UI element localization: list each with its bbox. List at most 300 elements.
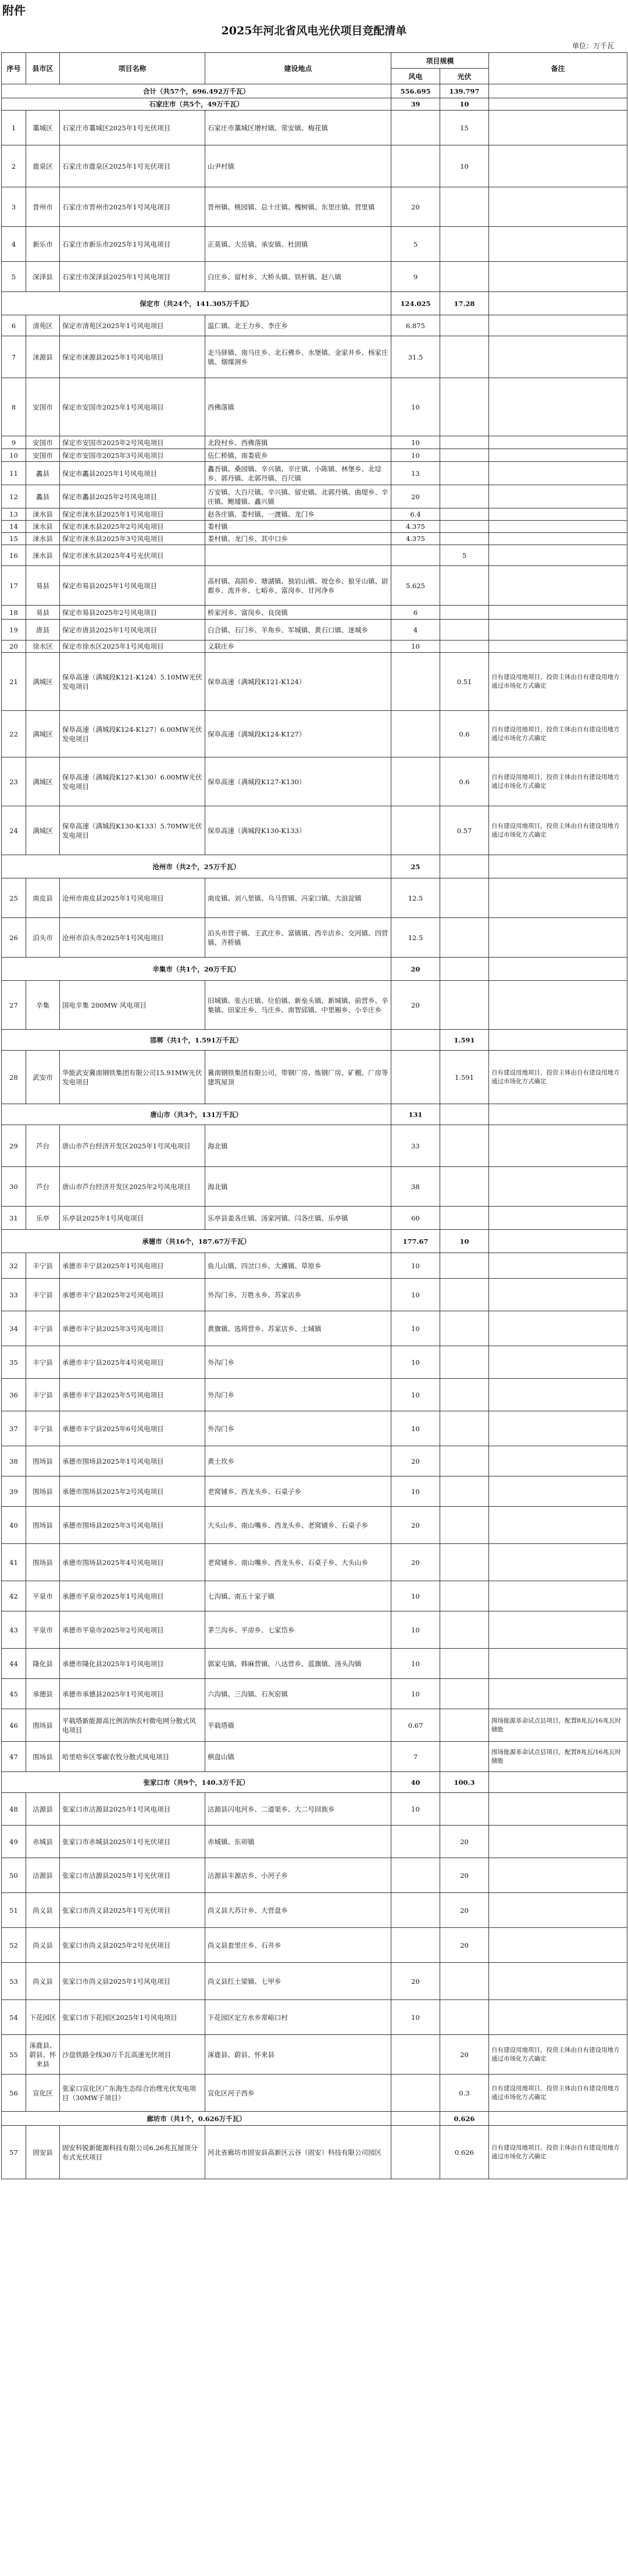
row-wind: 10 <box>391 449 440 462</box>
row-seq: 45 <box>2 1679 26 1709</box>
row-wind: 20 <box>391 1446 440 1476</box>
row-remark <box>489 1346 627 1379</box>
row-remark <box>489 462 627 485</box>
row-location: 黄土坎乡 <box>205 1446 391 1476</box>
table-row <box>2 1507 627 1544</box>
row-remark <box>489 1379 627 1411</box>
row-county: 涿鹿县、蔚县、怀来县 <box>26 2035 60 2075</box>
row-remark <box>489 1963 627 2000</box>
table-row <box>2 757 627 806</box>
row-county: 满城区 <box>26 806 60 855</box>
row-seq: 4 <box>2 227 26 262</box>
row-solar <box>440 620 489 641</box>
table-row <box>2 227 627 262</box>
row-location: 下花园区定方水乡常峪口村 <box>205 2000 391 2035</box>
row-solar <box>440 1611 489 1649</box>
row-wind: 10 <box>391 1679 440 1709</box>
table-row <box>2 1709 627 1742</box>
table-row <box>2 2035 627 2075</box>
region-remark <box>489 1104 627 1125</box>
row-wind: 5 <box>391 227 440 262</box>
region-wind: 20 <box>391 958 440 981</box>
row-seq: 23 <box>2 757 26 806</box>
row-solar <box>440 1207 489 1230</box>
region-row <box>2 1030 627 1051</box>
table-row <box>2 1311 627 1346</box>
region-remark <box>489 1772 627 1793</box>
row-seq: 30 <box>2 1167 26 1207</box>
row-remark <box>489 620 627 641</box>
row-remark: 自有建设用地项目，投资主体由自有建设用地方通过市场化方式确定 <box>489 1051 627 1104</box>
row-project: 保定市易县2025年1号风电项目 <box>60 566 205 606</box>
region-remark <box>489 1030 627 1051</box>
row-location: 义联庄乡 <box>205 641 391 653</box>
col-seq: 序号 <box>2 53 26 84</box>
table-row <box>2 1928 627 1963</box>
row-location: 北段村乡、西佛落镇 <box>205 436 391 449</box>
table-row <box>2 336 627 378</box>
region-row <box>2 958 627 981</box>
table-row <box>2 1793 627 1826</box>
total-row <box>2 84 627 98</box>
row-project: 承德市丰宁县2025年5号风电项目 <box>60 1379 205 1411</box>
row-county: 平泉市 <box>26 1581 60 1611</box>
table-row <box>2 1742 627 1772</box>
region-remark <box>489 958 627 981</box>
row-wind <box>391 1051 440 1104</box>
row-solar <box>440 2000 489 2035</box>
row-location: 老窝铺乡、西龙头乡、石桌子乡 <box>205 1476 391 1507</box>
row-project: 张家口市沽源县2025年1号光伏项目 <box>60 1858 205 1893</box>
row-project: 承德市平泉市2025年2号风电项目 <box>60 1611 205 1649</box>
row-remark <box>489 521 627 533</box>
row-seq: 3 <box>2 187 26 227</box>
row-remark <box>489 187 627 227</box>
row-project: 保定市徐水区2025年1号风电项目 <box>60 641 205 653</box>
row-seq: 43 <box>2 1611 26 1649</box>
row-county: 围场县 <box>26 1544 60 1581</box>
row-remark: 自有建设用地项目，投资主体由自有建设用地方通过市场化方式确定 <box>489 653 627 711</box>
table-row <box>2 2126 627 2179</box>
region-solar: 10 <box>440 98 489 111</box>
row-wind: 10 <box>391 1379 440 1411</box>
row-wind: 20 <box>391 1507 440 1544</box>
row-remark <box>489 436 627 449</box>
row-county: 丰宁县 <box>26 1346 60 1379</box>
row-seq: 8 <box>2 378 26 436</box>
row-county: 乐亭 <box>26 1207 60 1230</box>
row-seq: 51 <box>2 1893 26 1928</box>
row-seq: 25 <box>2 878 26 918</box>
row-location: 保阜高速（满城段K127-K130） <box>205 757 391 806</box>
row-seq: 37 <box>2 1411 26 1446</box>
row-seq: 49 <box>2 1826 26 1858</box>
row-county: 新乐市 <box>26 227 60 262</box>
row-county: 安国市 <box>26 449 60 462</box>
row-county: 武安市 <box>26 1051 60 1104</box>
row-solar <box>440 1793 489 1826</box>
row-county: 围场县 <box>26 1507 60 1544</box>
row-remark <box>489 641 627 653</box>
region-wind: 131 <box>391 1104 440 1125</box>
region-solar: 10 <box>440 1230 489 1253</box>
row-location: 老窝铺乡、南山嘴乡、西龙头乡、石桌子乡、大头山乡 <box>205 1544 391 1581</box>
row-county: 围场县 <box>26 1709 60 1742</box>
row-county: 易县 <box>26 566 60 606</box>
row-county: 清苑区 <box>26 315 60 336</box>
row-project: 国电辛集 200MW 风电项目 <box>60 981 205 1030</box>
row-county: 蠡县 <box>26 462 60 485</box>
row-project: 保定市蠡县2025年2号风电项目 <box>60 485 205 508</box>
row-county: 丰宁县 <box>26 1253 60 1279</box>
row-county: 泊头市 <box>26 918 60 958</box>
region-wind <box>391 1030 440 1051</box>
row-location: 白庄乡、留村乡、大桥头镇、铁杆镇、赵八镇 <box>205 262 391 292</box>
region-solar: 0.626 <box>440 2112 489 2126</box>
table-row <box>2 145 627 187</box>
row-seq: 38 <box>2 1446 26 1476</box>
row-county: 围场县 <box>26 1742 60 1772</box>
row-seq: 52 <box>2 1928 26 1963</box>
row-project: 沙盘铁路全线30万千瓦高速光伏项目 <box>60 2035 205 2075</box>
row-remark <box>489 315 627 336</box>
row-remark <box>489 1476 627 1507</box>
row-wind: 10 <box>391 1611 440 1649</box>
row-county: 沽源县 <box>26 1858 60 1893</box>
table-row <box>2 485 627 508</box>
table-row <box>2 1253 627 1279</box>
row-project: 承德市丰宁县2025年4号风电项目 <box>60 1346 205 1379</box>
row-seq: 18 <box>2 606 26 620</box>
row-location: 尚义县套里庄乡、石井乡 <box>205 1928 391 1963</box>
row-solar <box>440 1125 489 1167</box>
row-county: 赤城县 <box>26 1826 60 1858</box>
row-project: 承德市丰宁县2025年2号风电项目 <box>60 1279 205 1311</box>
row-location: 白合镇、石门乡、羊角乡、军城镇、黄石口镇、迷城乡 <box>205 620 391 641</box>
row-wind: 10 <box>391 2000 440 2035</box>
row-project: 保定市蠡县2025年1号风电项目 <box>60 462 205 485</box>
row-project: 保定市唐县2025年1号风电项目 <box>60 620 205 641</box>
row-project: 石家庄市新乐市2025年1号风电项目 <box>60 227 205 262</box>
row-remark: 自有建设用地项目，投资主体由自有建设用地方通过市场化方式确定 <box>489 806 627 855</box>
row-remark <box>489 1507 627 1544</box>
row-location: 沽源县丰源店乡、小河子乡 <box>205 1858 391 1893</box>
row-seq: 26 <box>2 918 26 958</box>
table-row <box>2 1544 627 1581</box>
row-remark <box>489 111 627 145</box>
row-remark <box>489 336 627 378</box>
row-wind: 60 <box>391 1207 440 1230</box>
row-location: 沽源县闪电河乡、二道渠乡、大二号回族乡 <box>205 1793 391 1826</box>
row-county: 涞源县 <box>26 336 60 378</box>
row-location: 乐亭县姜各庄镇、汤家河镇、闫各庄镇、乐亭镇 <box>205 1207 391 1230</box>
row-project: 保定市清苑区2025年1号风电项目 <box>60 315 205 336</box>
region-remark <box>489 855 627 878</box>
row-seq: 20 <box>2 641 26 653</box>
page-title: 2025年河北省风电光伏项目竞配清单 <box>221 24 407 37</box>
row-county: 芦台 <box>26 1167 60 1207</box>
table-row <box>2 508 627 521</box>
row-county: 满城区 <box>26 653 60 711</box>
table-row <box>2 1411 627 1446</box>
row-location: 桥家河乡、富岗乡、良岗镇 <box>205 606 391 620</box>
row-solar <box>440 227 489 262</box>
row-project: 承德市丰宁县2025年3号风电项目 <box>60 1311 205 1346</box>
row-wind: 12.5 <box>391 878 440 918</box>
row-solar <box>440 521 489 533</box>
row-seq: 29 <box>2 1125 26 1167</box>
row-location: 黄旗镇、选将营乡、苏家店乡、土城镇 <box>205 1311 391 1346</box>
row-project: 张家口市尚义县2025年1号光伏项目 <box>60 1893 205 1928</box>
table-row <box>2 315 627 336</box>
row-solar <box>440 1476 489 1507</box>
row-wind: 31.5 <box>391 336 440 378</box>
row-remark <box>489 545 627 566</box>
row-county: 涞水县 <box>26 545 60 566</box>
row-county: 蠡县 <box>26 485 60 508</box>
table-row <box>2 449 627 462</box>
row-location: 石家庄市藁城区增村镇、常安镇、梅花镇 <box>205 111 391 145</box>
row-wind: 38 <box>391 1167 440 1207</box>
region-wind: 39 <box>391 98 440 111</box>
row-wind <box>391 545 440 566</box>
row-county: 沽源县 <box>26 1793 60 1826</box>
row-solar: 0.6 <box>440 711 489 757</box>
row-project: 石家庄市深泽县2025年1号风电项目 <box>60 262 205 292</box>
row-seq: 41 <box>2 1544 26 1581</box>
row-remark: 自有建设用地项目，投资主体由自有建设用地方通过市场化方式确定 <box>489 757 627 806</box>
row-solar <box>440 1709 489 1742</box>
attachment-label: 附件 <box>2 3 26 17</box>
row-wind: 12.5 <box>391 918 440 958</box>
row-solar <box>440 566 489 606</box>
row-remark <box>489 449 627 462</box>
row-remark <box>489 566 627 606</box>
row-solar: 0.51 <box>440 653 489 711</box>
row-project: 石家庄市鹿泉区2025年1号光伏项目 <box>60 145 205 187</box>
row-wind: 10 <box>391 436 440 449</box>
row-project: 张家口市尚义县2025年1号风电项目 <box>60 1963 205 2000</box>
row-solar <box>440 449 489 462</box>
row-remark <box>489 227 627 262</box>
table-row <box>2 1858 627 1893</box>
row-location: 尚义县红土梁镇、七甲乡 <box>205 1963 391 2000</box>
row-remark <box>489 1446 627 1476</box>
row-location: 保阜高速（满城段K124-K127） <box>205 711 391 757</box>
row-seq: 10 <box>2 449 26 462</box>
row-solar <box>440 606 489 620</box>
row-remark <box>489 1167 627 1207</box>
row-solar <box>440 878 489 918</box>
row-seq: 5 <box>2 262 26 292</box>
row-wind: 6.4 <box>391 508 440 521</box>
row-county: 丰宁县 <box>26 1279 60 1311</box>
row-wind <box>391 653 440 711</box>
region-solar: 17.28 <box>440 292 489 315</box>
row-wind: 10 <box>391 1411 440 1446</box>
row-project: 张家口市尚义县2025年2号光伏项目 <box>60 1928 205 1963</box>
row-solar <box>440 262 489 292</box>
row-remark <box>489 262 627 292</box>
table-row <box>2 1207 627 1230</box>
row-wind <box>391 145 440 187</box>
row-seq: 48 <box>2 1793 26 1826</box>
table-row <box>2 1611 627 1649</box>
region-solar: 100.3 <box>440 1772 489 1793</box>
row-location <box>205 545 391 566</box>
row-remark <box>489 1125 627 1167</box>
row-solar <box>440 508 489 521</box>
row-location: 赤城镇、东卯镇 <box>205 1826 391 1858</box>
row-seq: 47 <box>2 1742 26 1772</box>
table-row <box>2 436 627 449</box>
table-row <box>2 533 627 545</box>
col-county: 县市区 <box>26 53 60 84</box>
row-solar: 5 <box>440 545 489 566</box>
row-location: 外沟门乡、万胜永乡、苏家店乡 <box>205 1279 391 1311</box>
row-remark: 围场能源革命试点县项目，配置8兆瓦/16兆瓦时储能 <box>489 1709 627 1742</box>
row-project: 张家口市下花园区2025年1号风电项目 <box>60 2000 205 2035</box>
row-seq: 2 <box>2 145 26 187</box>
row-seq: 13 <box>2 508 26 521</box>
row-remark <box>489 533 627 545</box>
row-county: 固安县 <box>26 2126 60 2179</box>
row-project: 保阜高速（满城段K127-K130）6.00MW光伏发电项目 <box>60 757 205 806</box>
table-row <box>2 1167 627 1207</box>
row-project: 保定市安国市2025年2号风电项目 <box>60 436 205 449</box>
row-project: 保定市涞源县2025年1号风电项目 <box>60 336 205 378</box>
region-row <box>2 1772 627 1793</box>
table-row <box>2 806 627 855</box>
row-remark <box>489 918 627 958</box>
row-wind: 5.625 <box>391 566 440 606</box>
table-row <box>2 711 627 757</box>
table-row <box>2 1679 627 1709</box>
row-seq: 16 <box>2 545 26 566</box>
row-remark: 自有建设用地项目，投资主体由自有建设用地方通过市场化方式确定 <box>489 2035 627 2075</box>
row-location: 涿鹿县、蔚县、怀来县 <box>205 2035 391 2075</box>
row-wind: 10 <box>391 1253 440 1279</box>
row-project: 唐山市芦台经济开发区2025年1号风电项目 <box>60 1125 205 1167</box>
row-location: 棋盘山镇 <box>205 1742 391 1772</box>
row-solar: 20 <box>440 1893 489 1928</box>
row-location: 外沟门乡 <box>205 1411 391 1446</box>
region-wind <box>391 2112 440 2126</box>
region-label: 廊坊市（共1个，0.626万千瓦） <box>2 2112 391 2126</box>
total-label: 合计（共57个，696.492万千瓦） <box>2 84 391 98</box>
row-wind <box>391 1826 440 1858</box>
row-solar: 20 <box>440 1928 489 1963</box>
table-row <box>2 981 627 1030</box>
row-seq: 39 <box>2 1476 26 1507</box>
region-wind: 40 <box>391 1772 440 1793</box>
col-scale: 项目规模 <box>391 53 489 69</box>
row-location: 保阜高速（满城段K121-K124） <box>205 653 391 711</box>
row-solar <box>440 1379 489 1411</box>
row-seq: 36 <box>2 1379 26 1411</box>
row-solar: 20 <box>440 2035 489 2075</box>
row-solar: 0.3 <box>440 2075 489 2112</box>
table-row <box>2 1446 627 1476</box>
project-table <box>1 52 627 2179</box>
row-solar <box>440 1167 489 1207</box>
row-project: 沧州市南皮县2025年1号风电项目 <box>60 878 205 918</box>
region-remark <box>489 1230 627 1253</box>
row-remark <box>489 1611 627 1649</box>
row-solar: 15 <box>440 111 489 145</box>
table-row <box>2 2075 627 2112</box>
row-location: 七沟镇、南五十家子镇 <box>205 1581 391 1611</box>
region-label: 邯郸（共1个，1.591万千瓦） <box>2 1030 391 1051</box>
table-row <box>2 1963 627 2000</box>
row-wind: 33 <box>391 1125 440 1167</box>
row-location: 西佛落镇 <box>205 378 391 436</box>
row-location: 宣化区河子西乡 <box>205 2075 391 2112</box>
region-label: 唐山市（共3个，131万千瓦） <box>2 1104 391 1125</box>
total-wind: 556.695 <box>391 84 440 98</box>
row-location: 万安镇、大百尺镇、辛兴镇、留史镇、北郭丹镇、曲堤乡、辛庄镇、鲍墟镇、鑫兴镇 <box>205 485 391 508</box>
row-location: 旧城镇、张古庄镇、位伯镇、新垒头镇、新城镇、前营乡、辛集镇、田家庄乡、马庄乡、南智邱镇、中里厢乡、小辛庄乡 <box>205 981 391 1030</box>
row-wind: 10 <box>391 1279 440 1311</box>
row-location: 走马驿镇、南马庄乡、北石佛乡、水堡镇、金家井乡、杨家庄镇、烟煤洞乡 <box>205 336 391 378</box>
table-row <box>2 521 627 533</box>
row-seq: 32 <box>2 1253 26 1279</box>
row-solar <box>440 1742 489 1772</box>
row-location: 娄村镇、龙门乡、其中口乡 <box>205 533 391 545</box>
row-wind: 10 <box>391 1793 440 1826</box>
row-project: 保定市涞水县2025年1号风电项目 <box>60 508 205 521</box>
row-seq: 54 <box>2 2000 26 2035</box>
row-seq: 12 <box>2 485 26 508</box>
row-project: 保定市涞水县2025年3号风电项目 <box>60 533 205 545</box>
row-county: 唐县 <box>26 620 60 641</box>
row-remark <box>489 508 627 521</box>
row-solar <box>440 1411 489 1446</box>
row-project: 承德市围场县2025年1号风电项目 <box>60 1446 205 1476</box>
row-seq: 19 <box>2 620 26 641</box>
region-remark <box>489 292 627 315</box>
region-wind: 124.025 <box>391 292 440 315</box>
row-seq: 9 <box>2 436 26 449</box>
row-wind <box>391 1928 440 1963</box>
table-row <box>2 641 627 653</box>
region-row <box>2 1230 627 1253</box>
region-wind: 25 <box>391 855 440 878</box>
row-remark <box>489 981 627 1030</box>
region-solar: 1.591 <box>440 1030 489 1051</box>
row-county: 宣化区 <box>26 2075 60 2112</box>
row-solar <box>440 485 489 508</box>
row-location: 尚义县大苏计乡、大营盘乡 <box>205 1893 391 1928</box>
row-wind: 9 <box>391 262 440 292</box>
row-wind: 4 <box>391 620 440 641</box>
row-county: 鹿泉区 <box>26 145 60 187</box>
table-row <box>2 378 627 436</box>
row-remark <box>489 1679 627 1709</box>
row-solar: 0.626 <box>440 2126 489 2179</box>
row-wind: 10 <box>391 1581 440 1611</box>
row-solar <box>440 1253 489 1279</box>
row-solar <box>440 1649 489 1679</box>
row-location: 大头山乡、南山嘴乡、西龙头乡、老窝铺乡、石桌子乡 <box>205 1507 391 1544</box>
row-seq: 34 <box>2 1311 26 1346</box>
row-remark <box>489 606 627 620</box>
row-solar: 0.6 <box>440 757 489 806</box>
row-wind: 4.375 <box>391 533 440 545</box>
unit-label: 单位：万千瓦 <box>572 42 614 50</box>
row-solar <box>440 315 489 336</box>
row-seq: 55 <box>2 2035 26 2075</box>
